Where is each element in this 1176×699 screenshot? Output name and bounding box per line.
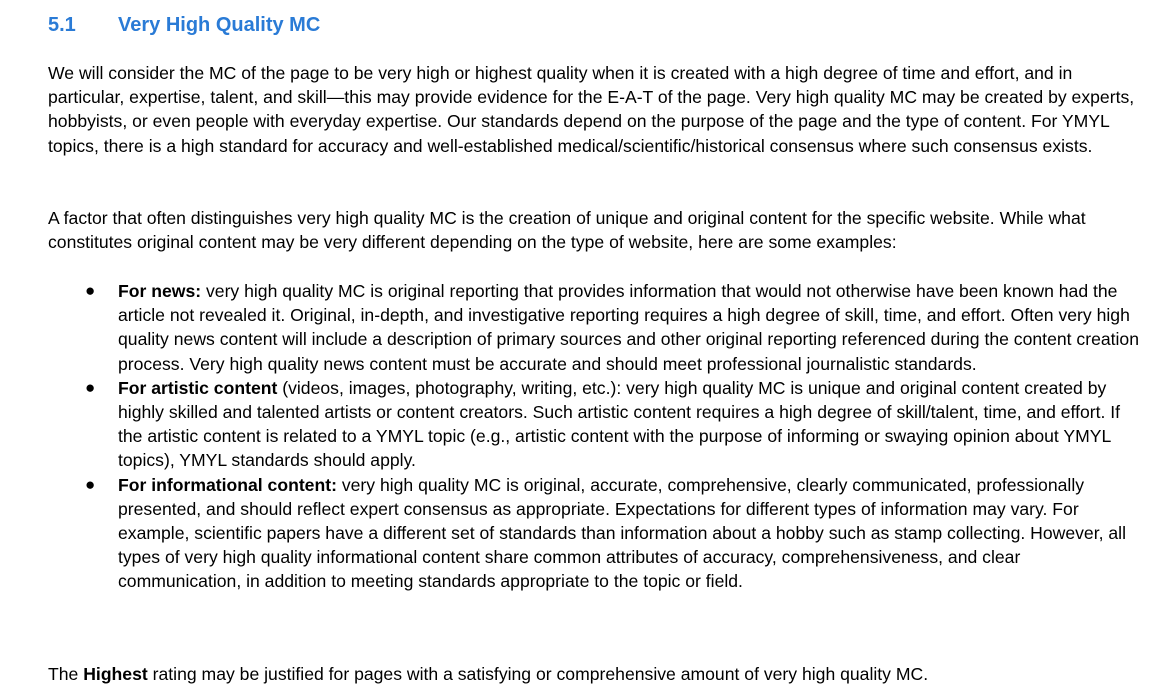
list-item-text: very high quality MC is original reporting that provides information that would not otherwise have been known had the article not revealed it. Original, in-depth, and investigative reporting requires a high degree of skill, time, and effort. Often very high quality news content will include a description of primary sources and other original reporting referenced during the content creation process. Very high quality news content must be accurate and should meet professional journalistic standards. bbox=[118, 281, 1140, 374]
list-item-news bbox=[48, 279, 1148, 376]
section-number: 5.1 bbox=[48, 14, 76, 36]
list-item-label: For news: bbox=[118, 281, 202, 301]
list-item-label: For artistic content bbox=[118, 377, 278, 398]
list-item-text: very high quality MC is original, accurate, comprehensive, clearly communicated, professionally presented, and should reflect expert consensus as appropriate. Expectations for different types of information may vary. For example, scientific papers have a different set of standards than information about a hobby such as stamp collecting. However, all types of very high quality informational content share common attributes of accuracy, comprehensiveness, and clear communication, in addition to meeting standards appropriate to the topic or field. bbox=[118, 474, 1126, 592]
bullet-marker: ● bbox=[85, 474, 96, 494]
examples-intro-paragraph: A factor that often distinguishes very high quality MC is the creation of unique and original content for the specific website. While what constitutes original content may be very different depending on the type of website, here are some examples: bbox=[48, 208, 1086, 253]
list-item-text: (videos, images, photography, writing, etc.): very high quality MC is unique and original content created by highly skilled and talented artists or content creators. Such artistic content requires a high degree of skill/talent, time, and effort. If the artistic content is related to a YMYL topic (e.g., artistic content with the purpose of informing or swaying opinion about YMYL topics), YMYL standards should apply. bbox=[118, 377, 1121, 471]
bullet-marker: ● bbox=[85, 281, 96, 300]
bullet-marker: ● bbox=[85, 377, 96, 397]
highest-rating-label: Highest bbox=[83, 664, 148, 684]
closing-text-after: rating may be justified for pages with a satisfying or comprehensive amount of very high quality MC. bbox=[147, 664, 929, 684]
closing-paragraph bbox=[48, 662, 1148, 686]
intro-paragraph: We will consider the MC of the page to be very high or highest quality when it is created with a high degree of time and effort, and in particular, expertise, talent, and skill—this may provide evidence for the E-A-T of the page. Very high quality MC may be created by experts, hobbyists, or even people with everyday expertise. Our standards depend on the purpose of the page and the type of content. For YMYL topics, there is a high standard for accuracy and well-established medical/scientific/historical consensus where such consensus exists. bbox=[48, 63, 1135, 156]
list-item-artistic bbox=[48, 376, 1148, 473]
closing-text-before: The bbox=[48, 664, 84, 684]
examples-list bbox=[48, 279, 1148, 594]
list-item-label: For informational content: bbox=[118, 474, 337, 495]
list-item-informational bbox=[48, 473, 1148, 594]
section-title: Very High Quality MC bbox=[118, 14, 321, 36]
section-heading bbox=[48, 10, 320, 40]
